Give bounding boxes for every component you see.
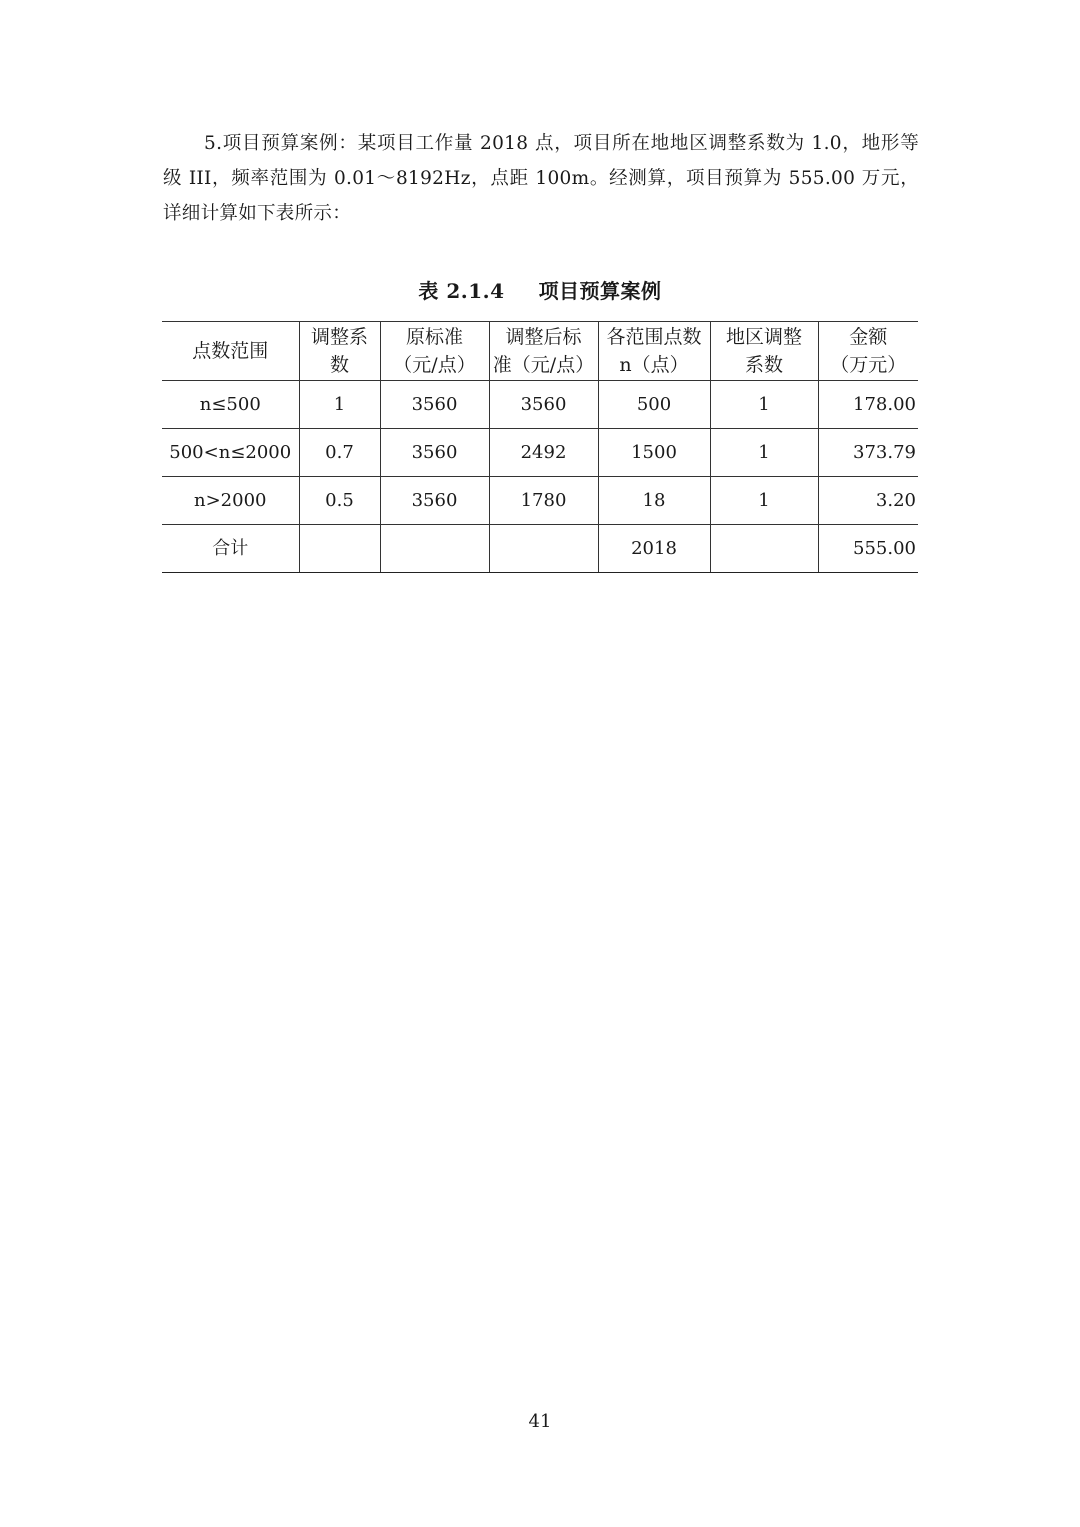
table-cell-amount: 3.20 <box>818 477 918 525</box>
table-cell: 1 <box>710 477 818 525</box>
table-cell: 1500 <box>598 429 710 477</box>
table-cell: 1 <box>299 381 380 429</box>
table-cell: 0.5 <box>299 477 380 525</box>
table-caption-number: 表 2.1.4 <box>418 279 505 303</box>
table-cell-amount: 555.00 <box>818 525 918 573</box>
table-cell: 合计 <box>162 525 299 573</box>
table-cell: n≤500 <box>162 381 299 429</box>
table-cell: n>2000 <box>162 477 299 525</box>
table-cell: 18 <box>598 477 710 525</box>
budget-table <box>162 321 918 573</box>
table-cell: 500<n≤2000 <box>162 429 299 477</box>
header-cell-point-range: 点数范围 <box>162 322 299 381</box>
table-row <box>162 429 918 477</box>
header-cell-adjusted-standard: 调整后标 准（元/点） <box>489 322 598 381</box>
table-cell: 3560 <box>380 381 489 429</box>
header-cell-original-standard: 原标准 （元/点） <box>380 322 489 381</box>
page-number: 41 <box>528 1411 552 1432</box>
table-cell <box>380 525 489 573</box>
header-cell-amount: 金额 （万元） <box>818 322 918 381</box>
header-cell-adjust-coefficient: 调整系 数 <box>299 322 380 381</box>
table-cell: 2492 <box>489 429 598 477</box>
table-row <box>162 381 918 429</box>
header-cell-regional-coefficient: 地区调整 系数 <box>710 322 818 381</box>
table-row <box>162 477 918 525</box>
table-cell <box>299 525 380 573</box>
table-cell: 3560 <box>380 477 489 525</box>
table-total-row <box>162 525 918 573</box>
table-header-row <box>162 322 918 381</box>
table-cell: 2018 <box>598 525 710 573</box>
table-cell: 1780 <box>489 477 598 525</box>
table-cell: 500 <box>598 381 710 429</box>
table-cell-amount: 373.79 <box>818 429 918 477</box>
table-caption <box>0 275 1080 304</box>
table-cell: 1 <box>710 381 818 429</box>
table-cell-amount: 178.00 <box>818 381 918 429</box>
body-paragraph: 5.项目预算案例：某项目工作量 2018 点，项目所在地地区调整系数为 1.0，地形等级 III，频率范围为 0.01～8192Hz，点距 100m。经测算，项目预算为 555.00 万元，详细计算如下表所示： <box>163 133 919 224</box>
table-cell: 3560 <box>380 429 489 477</box>
table-cell <box>710 525 818 573</box>
table-caption-title: 项目预算案例 <box>538 279 662 303</box>
header-cell-range-points: 各范围点数 n（点） <box>598 322 710 381</box>
table-cell: 0.7 <box>299 429 380 477</box>
table-cell: 3560 <box>489 381 598 429</box>
table-cell: 1 <box>710 429 818 477</box>
table-cell <box>489 525 598 573</box>
